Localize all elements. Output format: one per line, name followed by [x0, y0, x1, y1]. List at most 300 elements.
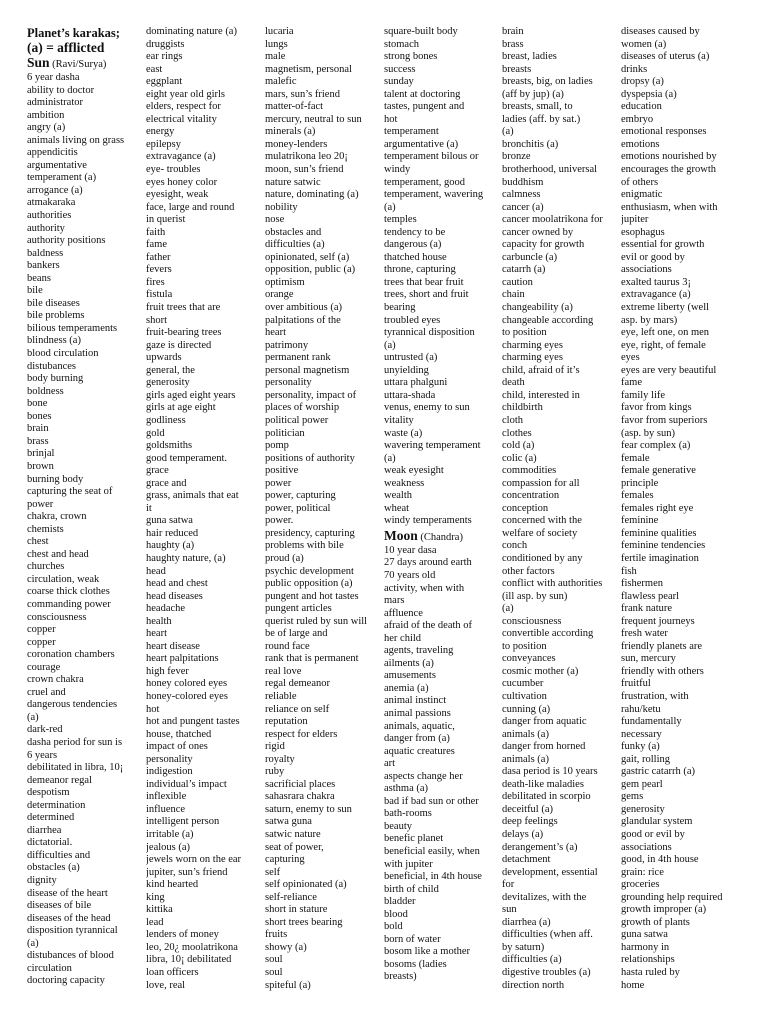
karaka-list-item: fruits — [265, 929, 288, 941]
karaka-list-item: women (a) — [621, 38, 667, 50]
karaka-list-item: catarrh (a) — [502, 264, 546, 276]
karaka-list-item: upwards — [146, 352, 182, 364]
karaka-list-item: obstacles and — [265, 226, 322, 238]
karaka-list-item: fruitful — [621, 678, 651, 690]
karaka-list-item: epilepsy — [146, 138, 181, 150]
karaka-list-item: development, essential — [502, 866, 598, 878]
karaka-list-item: distubances of blood — [27, 950, 114, 962]
karaka-list-item: with jupiter — [384, 858, 433, 870]
karaka-list-item: colic (a) — [502, 452, 537, 464]
karaka-list-item: female generative — [621, 465, 696, 477]
karaka-list-item: irritable (a) — [146, 829, 194, 840]
karaka-list-item: childbirth — [502, 402, 543, 414]
karaka-list-item: changeability (a) — [502, 302, 573, 314]
moon-subheading: (Chandra) — [420, 531, 463, 543]
karaka-list-item: conch — [502, 540, 528, 552]
karaka-list-item: bearing — [384, 302, 416, 314]
karaka-list-item: cancer owned by — [502, 226, 574, 238]
karaka-list-item: dangerous tendencies — [27, 699, 118, 711]
karaka-list-item: house, thatched — [146, 728, 212, 740]
karaka-list-item: wealth — [384, 490, 412, 502]
karaka-list-item: ailments (a) — [384, 657, 434, 669]
karaka-list-item: tyrannical disposition — [384, 327, 475, 339]
karaka-list-item: authority — [27, 222, 65, 234]
karaka-list-item: chakra, crown — [27, 511, 87, 523]
karaka-list-item: bronze — [502, 151, 531, 163]
karaka-list-item: eye- troubles — [146, 164, 201, 176]
karaka-list-item: obstacles (a) — [27, 862, 80, 874]
karaka-list-item: individual’s impact — [146, 778, 227, 790]
karaka-list-item: difficulties and — [27, 849, 91, 861]
karaka-list-item: good temperament. — [146, 452, 228, 464]
karaka-list-item: sacrificial places — [265, 778, 336, 790]
karaka-list-item: unyielding — [384, 364, 429, 376]
karaka-list-item: debilitated in libra, 10¡ — [27, 762, 124, 774]
karaka-list-item: 6 years — [27, 749, 58, 761]
karaka-list-item: danger from horned — [502, 741, 586, 753]
karaka-list-item: bile — [27, 285, 43, 297]
karaka-list-item: (a) — [27, 937, 39, 949]
karaka-list-item: respect for elders — [265, 728, 338, 740]
karaka-list-item: growth of plants — [621, 916, 690, 928]
karaka-list-item: orange — [265, 289, 294, 301]
karaka-list-item: benefic planet — [384, 833, 444, 845]
karaka-list-item: cunning (a) — [502, 703, 551, 715]
karaka-list-item: brain — [27, 423, 49, 435]
karaka-list-item: coronation chambers — [27, 649, 115, 661]
karaka-list-item: cold (a) — [502, 440, 535, 452]
karaka-list-item: authorities — [27, 210, 72, 222]
karaka-list-item: drinks — [621, 63, 648, 75]
karaka-list-item: head and chest — [146, 578, 208, 590]
karaka-list-item: personality, impact of — [265, 389, 357, 401]
karaka-list-item: courage — [27, 661, 61, 673]
karaka-list-item: capacity for growth — [502, 239, 585, 251]
karaka-list-item: square-built body — [384, 26, 458, 37]
karaka-list-item: frank nature — [621, 603, 673, 615]
karaka-list-item: child, interested in — [502, 389, 580, 401]
karaka-list-item: enthusiasm, when with — [621, 201, 718, 213]
karaka-list-item: angry (a) — [27, 122, 66, 134]
karaka-list-item: strong bones — [384, 51, 438, 63]
karaka-list-item: nobility — [265, 201, 298, 213]
karaka-list-item: opposition, public (a) — [265, 264, 356, 276]
karaka-list-item: death — [502, 377, 525, 389]
karaka-list-item: diarrhea (a) — [502, 916, 551, 928]
karaka-list-item: trees that bear fruit — [384, 276, 464, 288]
karaka-list-item: sahasrara chakra — [265, 791, 335, 803]
karaka-list-item: crown chakra — [27, 674, 84, 686]
karaka-list-item: encourages the growth — [621, 164, 717, 176]
karaka-list-item: opinionated, self (a) — [265, 251, 350, 263]
karaka-list-item: dasa period is 10 years — [502, 766, 598, 778]
karaka-list-item: (aff by jup) (a) — [502, 88, 564, 100]
karaka-list-item: animal instinct — [384, 695, 447, 707]
karaka-list-item: generosity — [146, 377, 190, 389]
karaka-list-item: rank that is permanent — [265, 653, 359, 665]
karaka-list-item: weak eyesight — [384, 465, 444, 477]
karaka-list-item: beauty — [384, 820, 412, 832]
moon-section-heading — [384, 528, 502, 545]
karaka-list-item: boldness — [27, 385, 64, 397]
karaka-list-item: love, real — [146, 979, 186, 991]
karaka-list-item: (a) — [502, 603, 514, 615]
karaka-list-item: growth improper (a) — [621, 904, 707, 916]
karaka-list-item: dasha period for sun is — [27, 736, 123, 748]
karaka-list-item: feminine qualities — [621, 527, 697, 539]
karaka-list-item: real love — [265, 665, 302, 677]
karaka-list-item: brotherhood, universal — [502, 164, 598, 176]
karaka-list-item: digestive troubles (a) — [502, 967, 591, 979]
karaka-list-item: money-lenders — [265, 138, 328, 150]
karaka-list-item: burning body — [27, 473, 84, 485]
karaka-list-item: dangerous (a) — [384, 239, 442, 251]
karaka-list-item: female — [621, 452, 650, 464]
karaka-list-item: argumentative (a) — [384, 138, 459, 150]
karaka-list-item: churches — [27, 561, 65, 573]
karaka-list-item: bankers — [27, 260, 60, 272]
karaka-list-item: exalted taurus 3¡ — [621, 276, 691, 288]
karaka-list-item: soul — [265, 967, 283, 979]
karaka-list-item: dyspepsia (a) — [621, 88, 677, 100]
karaka-list-item: royalty — [265, 753, 295, 765]
karaka-list-item: favor from kings — [621, 402, 692, 414]
karaka-list-item: power — [265, 477, 292, 489]
karaka-list-item: power, capturing — [265, 490, 336, 502]
karaka-list-item: fishermen — [621, 578, 663, 590]
karaka-list-item: saturn, enemy to sun — [265, 803, 352, 815]
karaka-list-item: difficulties (when aff. — [502, 929, 593, 941]
karaka-list-item: difficulties (a) — [502, 954, 562, 966]
karaka-list-item: headache — [146, 603, 186, 615]
karaka-list-item: hot — [146, 703, 160, 715]
karaka-list-item: short trees bearing — [265, 916, 343, 928]
karaka-list-item: impact of ones — [146, 741, 208, 753]
karaka-list-item: hair reduced — [146, 527, 199, 539]
karaka-list-item: animal passions — [384, 707, 451, 719]
karaka-list-item: venus, enemy to sun — [384, 402, 470, 414]
karaka-list-item: compassion for all — [502, 477, 580, 489]
karaka-list-item: art — [384, 758, 396, 770]
karaka-list-item: querist ruled by sun will — [265, 615, 368, 627]
karaka-list-item: waste (a) — [384, 427, 423, 439]
karaka-list-item: emotions — [621, 138, 660, 150]
karaka-list-item: troubled eyes — [384, 314, 441, 326]
karaka-list-item: commodities — [502, 465, 557, 477]
karaka-list-item: moon, sun’s friend — [265, 164, 344, 176]
karaka-list-item: chest — [27, 536, 49, 548]
karaka-list-item: lungs — [265, 38, 288, 50]
karaka-list-item: palpitations of the — [265, 314, 341, 326]
karaka-list-item: dignity — [27, 875, 57, 886]
karaka-list-item: round face — [265, 640, 310, 652]
karaka-list-item: glandular system — [621, 816, 693, 828]
karaka-list-item: demeanor regal — [27, 774, 93, 786]
karaka-list-item: soul — [265, 954, 283, 966]
karaka-list-item: bad if bad sun or other — [384, 795, 479, 807]
karaka-list-item: general, the — [146, 364, 195, 376]
karaka-list-item: grain: rice — [621, 866, 664, 878]
karaka-list-item: pomp — [265, 440, 289, 452]
karaka-list-item: blood — [384, 908, 408, 920]
karaka-list-item: animals, aquatic, — [384, 720, 455, 732]
karaka-list-item: favor from superiors — [621, 414, 708, 426]
karaka-list-item: kind hearted — [146, 879, 199, 891]
karaka-list-item: doctoring capacity — [27, 975, 105, 987]
karaka-list-item: groceries — [621, 879, 660, 891]
karaka-list-item: afraid of the death of — [384, 620, 473, 632]
karaka-list-item: appendicitis — [27, 147, 78, 159]
karaka-list-item: malefic — [265, 76, 297, 88]
karaka-list-item: child, afraid of it’s — [502, 364, 580, 376]
karaka-list-item: animals (a) — [502, 753, 549, 765]
karaka-list-item: danger from aquatic — [502, 716, 587, 728]
karaka-list-item: diarrhea — [27, 824, 62, 836]
karaka-list-item: diseases of bile — [27, 900, 92, 912]
karaka-list-item: circulation, weak — [27, 573, 100, 585]
karaka-list-item: fame — [146, 239, 167, 251]
karaka-list-item: feminine tendencies — [621, 540, 706, 552]
karaka-list-item: short in stature — [265, 904, 328, 916]
karaka-list-item: lucaria — [265, 26, 294, 37]
karaka-list-item: regal demeanor — [265, 678, 331, 690]
karaka-list-item: fresh water — [621, 628, 668, 640]
karaka-list-item: jewels worn on the ear — [146, 854, 242, 866]
karaka-list-item: nature, dominating (a) — [265, 189, 359, 201]
karaka-list-item: seat of power, — [265, 841, 324, 853]
karaka-list-item: ambition — [27, 109, 65, 121]
karaka-list-item: bold — [384, 921, 403, 933]
karaka-list-item: electrical vitality — [146, 113, 217, 125]
karaka-list-item: sunday — [384, 76, 414, 88]
karaka-list-item: ability to doctor — [27, 84, 95, 96]
karaka-list-item: bile problems — [27, 310, 85, 322]
karaka-list-item: father — [146, 251, 171, 263]
karaka-list-item: throne, capturing — [384, 264, 456, 276]
karaka-list-item: determination — [27, 799, 86, 811]
karaka-list-item: uttara-shada — [384, 389, 436, 401]
karaka-list-item: convertible according — [502, 628, 594, 640]
karaka-list-item: (a) — [384, 339, 396, 351]
karaka-list-item: mercury, neutral to sun — [265, 113, 362, 125]
karaka-list-item: bile diseases — [27, 297, 80, 309]
karaka-list-item: head diseases — [146, 590, 203, 602]
karaka-list-item: (a) — [384, 452, 396, 464]
karaka-list-item: pungent and hot tastes — [265, 590, 359, 602]
karaka-list-item: jupiter, sun’s friend — [146, 866, 228, 878]
karaka-list-item: temples — [384, 214, 417, 226]
karaka-list-item: birth of child — [384, 883, 439, 895]
karaka-list-item: bilious temperaments — [27, 322, 118, 334]
karaka-list-item: girls at age eight — [146, 402, 216, 414]
karaka-list-item: of others — [621, 176, 659, 188]
karaka-list-item: matter-of-fact — [265, 101, 324, 113]
karaka-list-item: positive — [265, 465, 299, 477]
karaka-list-item: buddhism — [502, 176, 544, 188]
karaka-list-item: optimism — [265, 276, 305, 288]
karaka-list-item: gems — [621, 791, 644, 803]
karaka-list-item: mars — [384, 595, 405, 607]
karaka-list-item: essential for growth — [621, 239, 705, 251]
karaka-list-item: jupiter — [621, 214, 649, 226]
karaka-list-item: conveyances — [502, 653, 556, 665]
karaka-list-item: reliable — [265, 690, 297, 702]
karaka-list-item: wavering temperament — [384, 440, 481, 452]
karaka-list-item: over ambitious (a) — [265, 302, 342, 314]
karaka-list-item: reputation — [265, 716, 308, 728]
karaka-list-item: talent at doctoring — [384, 88, 461, 100]
karaka-list-item: personality — [265, 377, 312, 389]
karaka-list-item: fires — [146, 276, 165, 288]
karaka-list-item: brass — [27, 435, 49, 447]
karaka-list-item: temperament (a) — [27, 172, 97, 184]
karaka-list-item: consciousness — [27, 611, 87, 623]
karaka-list-item: nose — [265, 214, 285, 226]
karaka-list-item: permanent rank — [265, 352, 331, 364]
karaka-list-item: heart palpitations — [146, 653, 219, 665]
karaka-list-item: breasts) — [384, 971, 417, 983]
karaka-list-item: spiteful (a) — [265, 979, 311, 991]
karaka-list-item: cucumber — [502, 678, 544, 690]
karaka-list-item: clothes — [502, 427, 532, 439]
karaka-list-item: guna satwa — [146, 515, 193, 527]
karaka-list-item: satwic nature — [265, 829, 321, 840]
karaka-list-item: sun — [502, 904, 517, 916]
karaka-list-item: hot and pungent tastes — [146, 716, 240, 728]
karaka-list-item: fame — [621, 377, 642, 389]
karaka-list-item: fish — [621, 565, 637, 577]
karaka-list-item: druggists — [146, 38, 185, 50]
karaka-list-item: psychic development — [265, 565, 354, 577]
karaka-list-item: goldsmiths — [146, 440, 193, 452]
karaka-list-item: vitality — [384, 414, 414, 426]
karaka-list-item: bronchitis (a) — [502, 138, 559, 150]
karaka-list-item: copper — [27, 624, 56, 636]
karaka-list-item: family life — [621, 389, 666, 401]
karaka-list-item: dictatorial. — [27, 837, 73, 849]
karaka-list-item: authority positions — [27, 235, 106, 247]
karaka-list-item: breasts — [502, 63, 532, 75]
karaka-list-item: cultivation — [502, 690, 547, 702]
karaka-list-item: success — [384, 63, 416, 75]
karaka-list-item: east — [146, 63, 163, 75]
karaka-list-item: to position — [502, 327, 547, 339]
karaka-list-item: energy — [146, 126, 175, 138]
karaka-list-item: lenders of money — [146, 929, 219, 941]
karaka-list-item: 27 days around earth — [384, 557, 472, 569]
karaka-list-item: education — [621, 101, 662, 113]
karaka-list-item: indigestion — [146, 766, 193, 778]
karaka-list-item: tendency to be — [384, 226, 446, 238]
karaka-list-item: fruit trees that are — [146, 302, 221, 314]
karaka-list-item: amusements — [384, 670, 436, 682]
karaka-list-item: death-like maladies — [502, 778, 584, 790]
karaka-list-item: rigid — [265, 741, 285, 753]
karaka-list-item: born of water — [384, 933, 441, 945]
karaka-list-item: debilitated in scorpio — [502, 791, 591, 803]
karaka-list-item: grace — [146, 465, 169, 477]
karaka-list-item: temperament, good — [384, 176, 466, 188]
karaka-list-item: feminine — [621, 515, 659, 527]
karaka-list-item: girls aged eight years — [146, 389, 236, 401]
karaka-list-item: temperament — [384, 126, 439, 138]
karaka-list-item: gastric catarrh (a) — [621, 766, 696, 778]
karaka-list-item: animals living on grass — [27, 134, 125, 146]
karaka-list-item: delays (a) — [502, 829, 544, 840]
karaka-list-item: detachment — [502, 854, 551, 866]
karaka-list-item: grass, animals that eat — [146, 490, 239, 502]
sun-section-heading — [27, 55, 145, 72]
karaka-list-item: kittika — [146, 904, 173, 916]
karaka-list-item: godliness — [146, 414, 186, 426]
karaka-list-item: associations — [621, 841, 672, 853]
karaka-list-item: fertile imagination — [621, 552, 699, 564]
karaka-list-item: danger from (a) — [384, 733, 450, 745]
karaka-list-item: magnetism, personal — [265, 63, 352, 75]
karaka-list-item: eyesight, weak — [146, 189, 209, 201]
karaka-list-item: diseases caused by — [621, 26, 700, 37]
karaka-list-item: cloth — [502, 414, 523, 426]
karaka-list-item: breast, ladies — [502, 51, 557, 63]
karaka-list-item: deep feelings — [502, 816, 558, 828]
karaka-list-item: faith — [146, 226, 166, 238]
column-4 — [384, 26, 502, 984]
karaka-list-item: (asp. by sun) — [621, 427, 675, 439]
karaka-list-item: rahu/ketu — [621, 703, 661, 715]
karaka-list-item: sun, mercury — [621, 653, 676, 665]
karaka-list-item: for — [502, 879, 515, 891]
karaka-list-item: bath-rooms — [384, 808, 432, 820]
karaka-list-item: gold — [146, 427, 165, 439]
karaka-list-item: consciousness — [502, 615, 562, 627]
karaka-list-item: copper — [27, 636, 56, 648]
karaka-list-item: guna satwa — [621, 929, 668, 941]
karaka-list-item: brown — [27, 460, 54, 472]
karaka-list-item: devitalizes, with the — [502, 891, 587, 903]
karaka-list-item: problems with bile — [265, 540, 344, 552]
karaka-list-item: be of large and — [265, 628, 328, 640]
karaka-list-item: pungent articles — [265, 603, 332, 615]
karaka-list-item: cancer (a) — [502, 201, 544, 213]
title-line-2: (a) = afflicted — [27, 40, 105, 55]
karaka-list-item: bone — [27, 398, 48, 410]
karaka-list-item: argumentative — [27, 159, 87, 171]
karaka-list-item: ladies (aff. by sat.) — [502, 113, 581, 125]
karaka-list-item: haughty nature, (a) — [146, 552, 226, 564]
karaka-list-item: self — [265, 866, 281, 878]
karaka-list-item: power, political — [265, 502, 331, 514]
karaka-list-item: conception — [502, 502, 549, 514]
karaka-list-item: 10 year dasa — [384, 544, 437, 556]
karaka-list-item: high fever — [146, 665, 189, 677]
karaka-list-item: bladder — [384, 896, 416, 908]
karaka-list-item: evil or good by — [621, 251, 685, 263]
karaka-list-item: personality — [146, 753, 193, 765]
karaka-list-item: wheat — [384, 502, 410, 514]
karaka-list-item: bones — [27, 410, 52, 422]
karaka-list-item: concentration — [502, 490, 560, 502]
karaka-list-item: head — [146, 565, 166, 577]
karaka-list-item: concerned with the — [502, 515, 582, 527]
karaka-list-item: short — [146, 314, 167, 326]
karaka-list-item: bosom like a mother — [384, 946, 471, 958]
karaka-list-item: honey-colored eyes — [146, 690, 228, 702]
karaka-list-item: cruel and — [27, 686, 66, 698]
karaka-list-item: her child — [384, 632, 422, 644]
karaka-list-item: jealous (a) — [146, 841, 191, 853]
karaka-list-item: dark-red — [27, 724, 63, 736]
karaka-list-item: emotions nourished by — [621, 151, 717, 163]
